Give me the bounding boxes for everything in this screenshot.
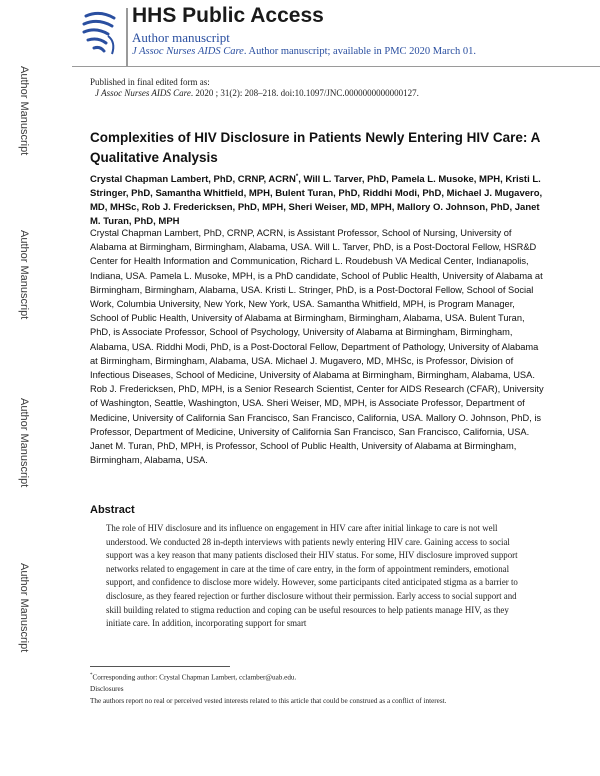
published-note: Published in final edited form as:: [90, 77, 210, 87]
corresponding-mark: *: [295, 174, 299, 180]
side-label-author-manuscript: Author Manuscript: [18, 230, 30, 320]
side-label-author-manuscript: Author Manuscript: [18, 563, 30, 653]
journal-name: J Assoc Nurses AIDS Care: [132, 46, 244, 57]
abstract-text: The role of HIV disclosure and its influence on engagement in HIV care after initial linkage to care is not well understood. We conducted 28 in-depth interviews with patients newly entering HIV care. Gaining access to social support was a key reason that many patients disclosed their HIV status. For some, HIV disclosure improved support networks related to engagement in care at the time of care entry, in the form of appointment reminders, emotional support, and confidence to disclose more widely. However, some participants cited anticipated stigma as a barrier to disclosure, as they feared rejection or further disclosure without their permission. Early access to social support and skill building related to stigma reduction and coping can be useful resources to help patients manage HIV, as they initiate care. In addition, incorporating support for smart: [106, 523, 518, 629]
author-manuscript-label: Author manuscript: [132, 30, 230, 45]
article-title: Complexities of HIV Disclosure in Patients Newly Entering HIV Care: A Qualitative Analysis: [90, 130, 540, 165]
footnote-rule: [90, 666, 230, 667]
hhs-eagle-logo-icon: [78, 6, 122, 58]
citation-details: . 2020 ; 31(2): 208–218. doi:10.1097/JNC.0000000000000127.: [190, 88, 419, 98]
corresponding-author-footnote: [90, 673, 296, 681]
side-label-author-manuscript: Author Manuscript: [18, 66, 30, 156]
citation-line: [95, 88, 419, 98]
journal-availability-line: [132, 46, 476, 57]
other-authors: , Will L. Tarver, PhD, Pamela L. Musoke, MPH, Kristi L. Stringer, PhD, Samantha Whitfield, MPH, Bulent Turan, PhD, Riddhi Modi, PhD, Michael J. Mugavero, MD, MHSc, Rob J. Fredericksen, PhD, MPH, Sheri Weiser, MD, MPH, Mallory O. Johnson, PhD, Janet M. Turan, PhD, MPH: [90, 174, 543, 228]
author-affiliations: Crystal Chapman Lambert, PhD, CRNP, ACRN, is Assistant Professor, School of Nursing, University of Alabama at Birmingham, Birmingham, Alabama, USA. Will L. Tarver, PhD, is a Post-Doctoral Fellow, HSR&D Center for Health Information and Communication, Richard L. Roudebush VA Medical Center, Indianapolis, Indiana, USA. Pamela L. Musoke, MPH, is a PhD candidate, School of Public Health, University of Alabama at Birmingham, Birmingham, Alabama, USA. Kristi L. Stringer, PhD, is a Post-Doctoral Fellow, School of Social Work, Columbia University, New York, New York, USA. Samantha Whitfield, MPH, is Program Manager, School of Public Health, University of Alabama at Birmingham, Birmingham, Alabama, USA. Bulent Turan, PhD, is Associate Professor, School of Psychology, University of Alabama at Birmingham, Birmingham, Alabama, USA. Riddhi Modi, PhD, is a Post-Doctoral Fellow, Department of Pathology, University of Alabama at Birmingham, Birmingham, Alabama, USA. Michael J. Mugavero, MD, MHSc, is Professor, Division of Infectious Diseases, School of Medicine, University of Alabama at Birmingham, Birmingham, Alabama, USA. Rob J. Fredericksen, PhD, MPH, is a Senior Research Scientist, Center for AIDS Research (CFAR), University of Washington, Seattle, Washington, USA. Sheri Weiser, MD, MPH, is Associate Professor, Department of Medicine, University of California San Francisco, San Francisco, California, USA. Mallory O. Johnson, PhD, is Professor, Department of Medicine, University of California San Francisco, San Francisco, California, USA. Janet M. Turan, PhD, MPH, is Professor, School of Public Health, University of Alabama at Birmingham, Birmingham, Alabama, USA.: [90, 228, 544, 466]
corresponding-author-text: Corresponding author: Crystal Chapman Lambert, cclamber@uab.edu.: [92, 673, 297, 682]
header-divider: [126, 8, 128, 66]
footnote-mark: *: [90, 673, 93, 678]
side-label-author-manuscript: Author Manuscript: [18, 398, 30, 488]
abstract-heading: Abstract: [90, 504, 135, 516]
first-author: Crystal Chapman Lambert, PhD, CRNP, ACRN: [90, 174, 296, 186]
availability-text: . Author manuscript; available in PMC 2020 March 01.: [243, 46, 476, 57]
author-list: [90, 170, 545, 229]
disclosures-text: The authors report no real or perceived vested interests related to this article that could be construed as a conflict of interest.: [90, 697, 447, 705]
citation-journal: J Assoc Nurses AIDS Care: [95, 88, 191, 98]
hhs-public-access-title: HHS Public Access: [132, 4, 324, 27]
disclosures-label: Disclosures: [90, 685, 124, 693]
